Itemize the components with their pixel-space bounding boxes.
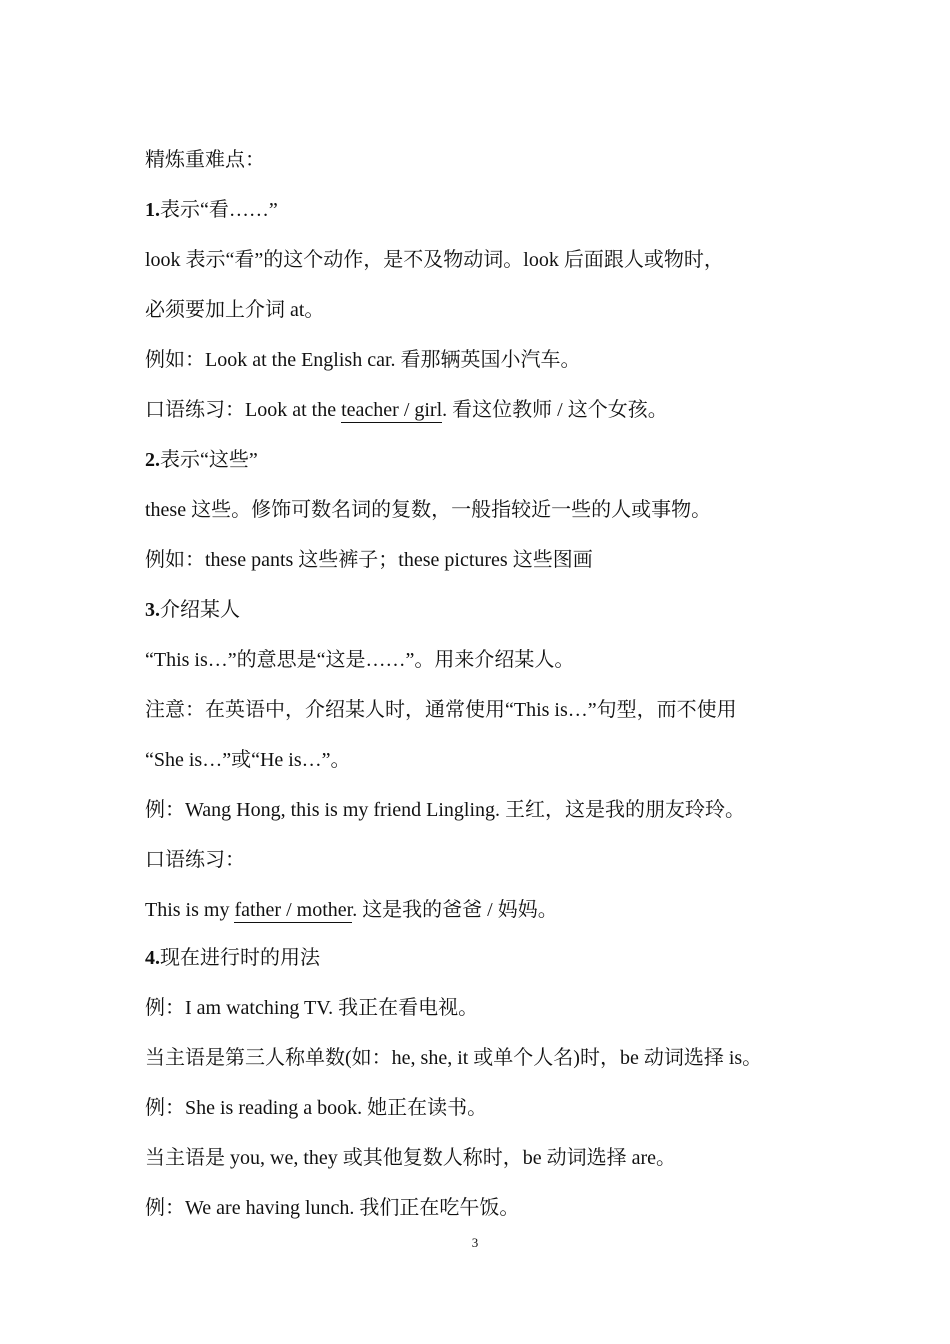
- point-3-title: [145, 596, 825, 624]
- practice-text: 口语练习：Look at the: [145, 399, 342, 421]
- point-3-practice: [145, 896, 825, 924]
- practice-translation: . 这是我的爸爸 / 妈妈。: [352, 899, 558, 921]
- point-title-text: 介绍某人: [160, 599, 240, 621]
- practice-translation: . 看这位教师 / 这个女孩。: [442, 399, 668, 421]
- point-title-text: 表示“看……”: [160, 199, 278, 221]
- point-4-example-3: 例：We are having lunch. 我们正在吃午饭。: [145, 1197, 520, 1219]
- point-number: 1.: [145, 199, 160, 221]
- point-2-example: 例如：these pants 这些裤子；these pictures 这些图画: [145, 549, 593, 571]
- practice-underlined-words: father / mother: [234, 899, 353, 921]
- point-1-explanation: look 表示“看”的这个动作，是不及物动词。look 后面跟人或物时，: [145, 249, 724, 271]
- page-number: 3: [471, 1235, 479, 1250]
- point-3-note-cont: “She is…”或“He is…”。: [145, 749, 351, 771]
- point-1-example: 例如：Look at the English car. 看那辆英国小汽车。: [145, 349, 581, 371]
- point-3-practice-label: 口语练习：: [145, 849, 245, 871]
- point-1-practice: [145, 396, 825, 424]
- point-3-explanation: “This is…”的意思是“这是……”。用来介绍某人。: [145, 649, 575, 671]
- section-heading: 精炼重难点：: [145, 149, 265, 171]
- point-4-example-1: 例：I am watching TV. 我正在看电视。: [145, 997, 479, 1019]
- practice-text: This is my: [145, 899, 235, 921]
- practice-underlined-words: teacher / girl: [341, 399, 443, 421]
- point-1-explanation-cont: 必须要加上介词 at。: [145, 299, 325, 321]
- point-4-rule-are: 当主语是 you, we, they 或其他复数人称时，be 动词选择 are。: [145, 1147, 677, 1169]
- point-number: 2.: [145, 449, 160, 471]
- point-title-text: 现在进行时的用法: [160, 947, 320, 969]
- point-3-note: 注意：在英语中，介绍某人时，通常使用“This is…”句型，而不使用: [145, 699, 737, 721]
- point-2-explanation: these 这些。修饰可数名词的复数，一般指较近一些的人或事物。: [145, 499, 712, 521]
- point-number: 4.: [145, 947, 160, 969]
- point-4-rule-is: 当主语是第三人称单数(如：he, she, it 或单个人名)时，be 动词选择 is。: [145, 1047, 763, 1069]
- point-title-text: 表示“这些”: [160, 449, 258, 471]
- point-2-title: [145, 446, 825, 474]
- point-number: 3.: [145, 599, 160, 621]
- point-4-title: [145, 944, 825, 972]
- point-1-title: [145, 196, 825, 224]
- point-4-example-2: 例：She is reading a book. 她正在读书。: [145, 1097, 488, 1119]
- point-3-example: 例：Wang Hong, this is my friend Lingling. 王红，这是我的朋友玲玲。: [145, 799, 746, 821]
